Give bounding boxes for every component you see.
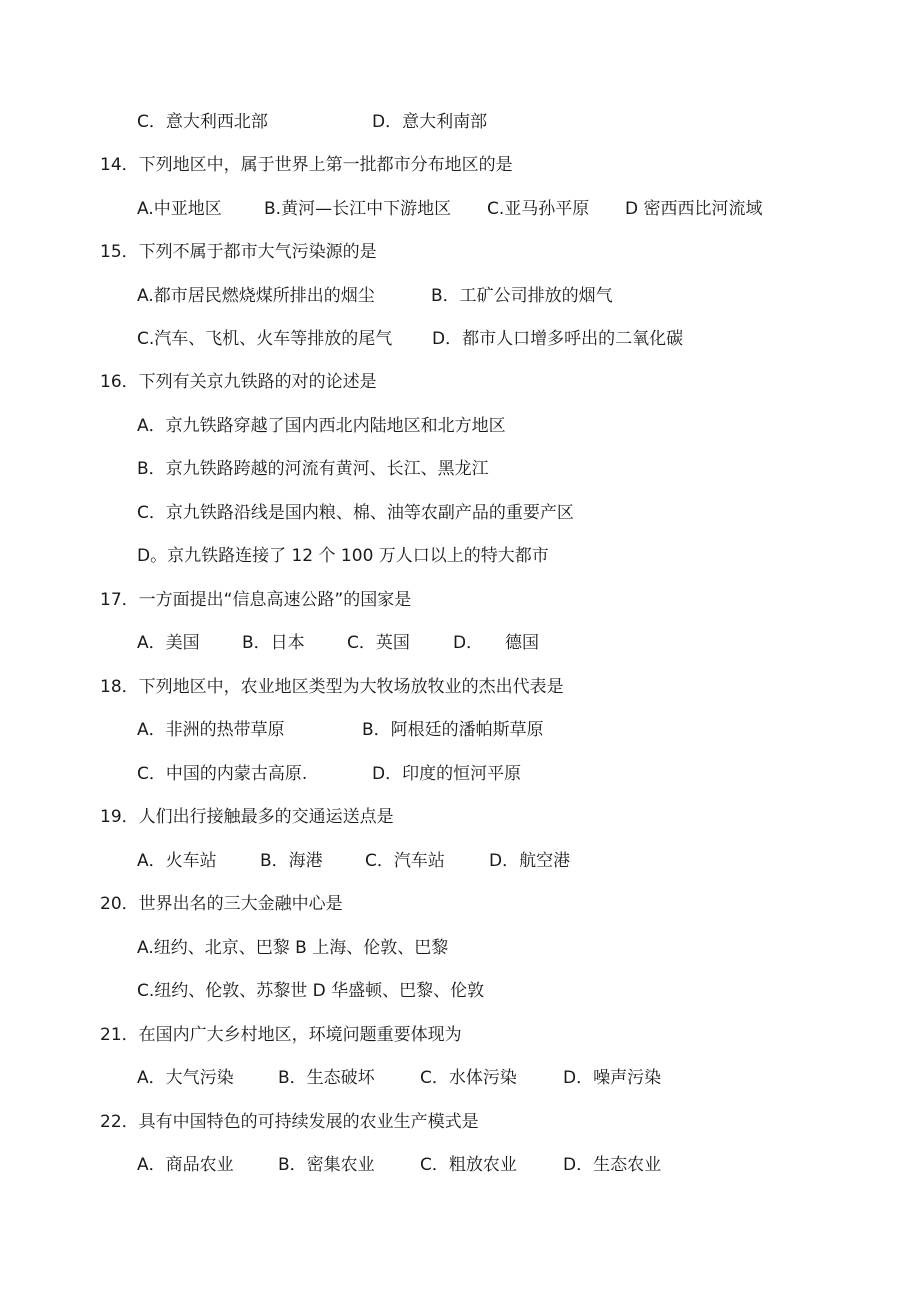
option-ab: A.纽约、北京、巴黎 B 上海、伦敦、巴黎: [137, 938, 449, 958]
question-22: 22．具有中国特色的可持续发展的农业生产模式是: [100, 1112, 479, 1132]
option-c: C．意大利西北部: [137, 112, 268, 132]
option-cd: C.纽约、伦敦、苏黎世 D 华盛顿、巴黎、伦敦: [137, 981, 485, 1001]
option-b: B．日本: [242, 633, 305, 653]
option-d: D．印度的恒河平原: [372, 764, 522, 784]
option-a: A．京九铁路穿越了国内西北内陆地区和北方地区: [137, 416, 506, 436]
option-d: D．意大利南部: [372, 112, 488, 132]
option-b: B．海港: [260, 851, 323, 871]
option-b: B.黄河—长江中下游地区: [264, 199, 452, 219]
option-b: B．生态破坏: [278, 1068, 375, 1088]
option-c: C．京九铁路沿线是国内粮、棉、油等农副产品的重要产区: [137, 503, 574, 523]
option-a: A.都市居民燃烧煤所排出的烟尘: [137, 286, 375, 306]
option-a: A．美国: [137, 633, 200, 653]
option-b: B．密集农业: [278, 1155, 375, 1175]
option-a: A．非洲的热带草原: [137, 720, 285, 740]
option-d: D。京九铁路连接了 12 个 100 万人口以上的特大都市: [137, 546, 549, 566]
option-b: B．京九铁路跨越的河流有黄河、长江、黑龙江: [137, 459, 489, 479]
question-16: 16．下列有关京九铁路的对的论述是: [100, 372, 377, 392]
option-d: D．都市人口增多呼出的二氧化碳: [432, 329, 684, 349]
option-c: C．水体污染: [420, 1068, 517, 1088]
option-c: C.亚马孙平原: [487, 199, 590, 219]
question-19: 19．人们出行接触最多的交通运送点是: [100, 807, 394, 827]
question-21: 21．在国内广大乡村地区，环境问题重要体现为: [100, 1025, 462, 1045]
option-c: C.汽车、飞机、火车等排放的尾气: [137, 329, 393, 349]
option-d: D 密西西比河流域: [625, 199, 763, 219]
option-c: C．粗放农业: [420, 1155, 517, 1175]
question-20: 20．世界出名的三大金融中心是: [100, 894, 343, 914]
option-c: C．汽车站: [365, 851, 445, 871]
question-14: 14．下列地区中，属于世界上第一批都市分布地区的是: [100, 155, 513, 175]
option-c: C．英国: [347, 633, 410, 653]
option-d: D．生态农业: [563, 1155, 662, 1175]
option-a: A．火车站: [137, 851, 217, 871]
option-d: D．航空港: [489, 851, 571, 871]
question-18: 18．下列地区中，农业地区类型为大牧场放牧业的杰出代表是: [100, 677, 564, 697]
option-b: B．工矿公司排放的烟气: [431, 286, 613, 306]
option-a: A．大气污染: [137, 1068, 234, 1088]
question-17: 17．一方面提出“信息高速公路”的国家是: [100, 590, 412, 610]
option-d: D．: [453, 633, 484, 653]
option-d: D．噪声污染: [563, 1068, 662, 1088]
option-a: A．商品农业: [137, 1155, 234, 1175]
option-a: A.中亚地区: [137, 199, 222, 219]
option-d-text: 德国: [505, 633, 539, 653]
option-c: C．中国的内蒙古高原.: [137, 764, 308, 784]
question-15: 15．下列不属于都市大气污染源的是: [100, 242, 377, 262]
option-b: B．阿根廷的潘帕斯草原: [362, 720, 544, 740]
